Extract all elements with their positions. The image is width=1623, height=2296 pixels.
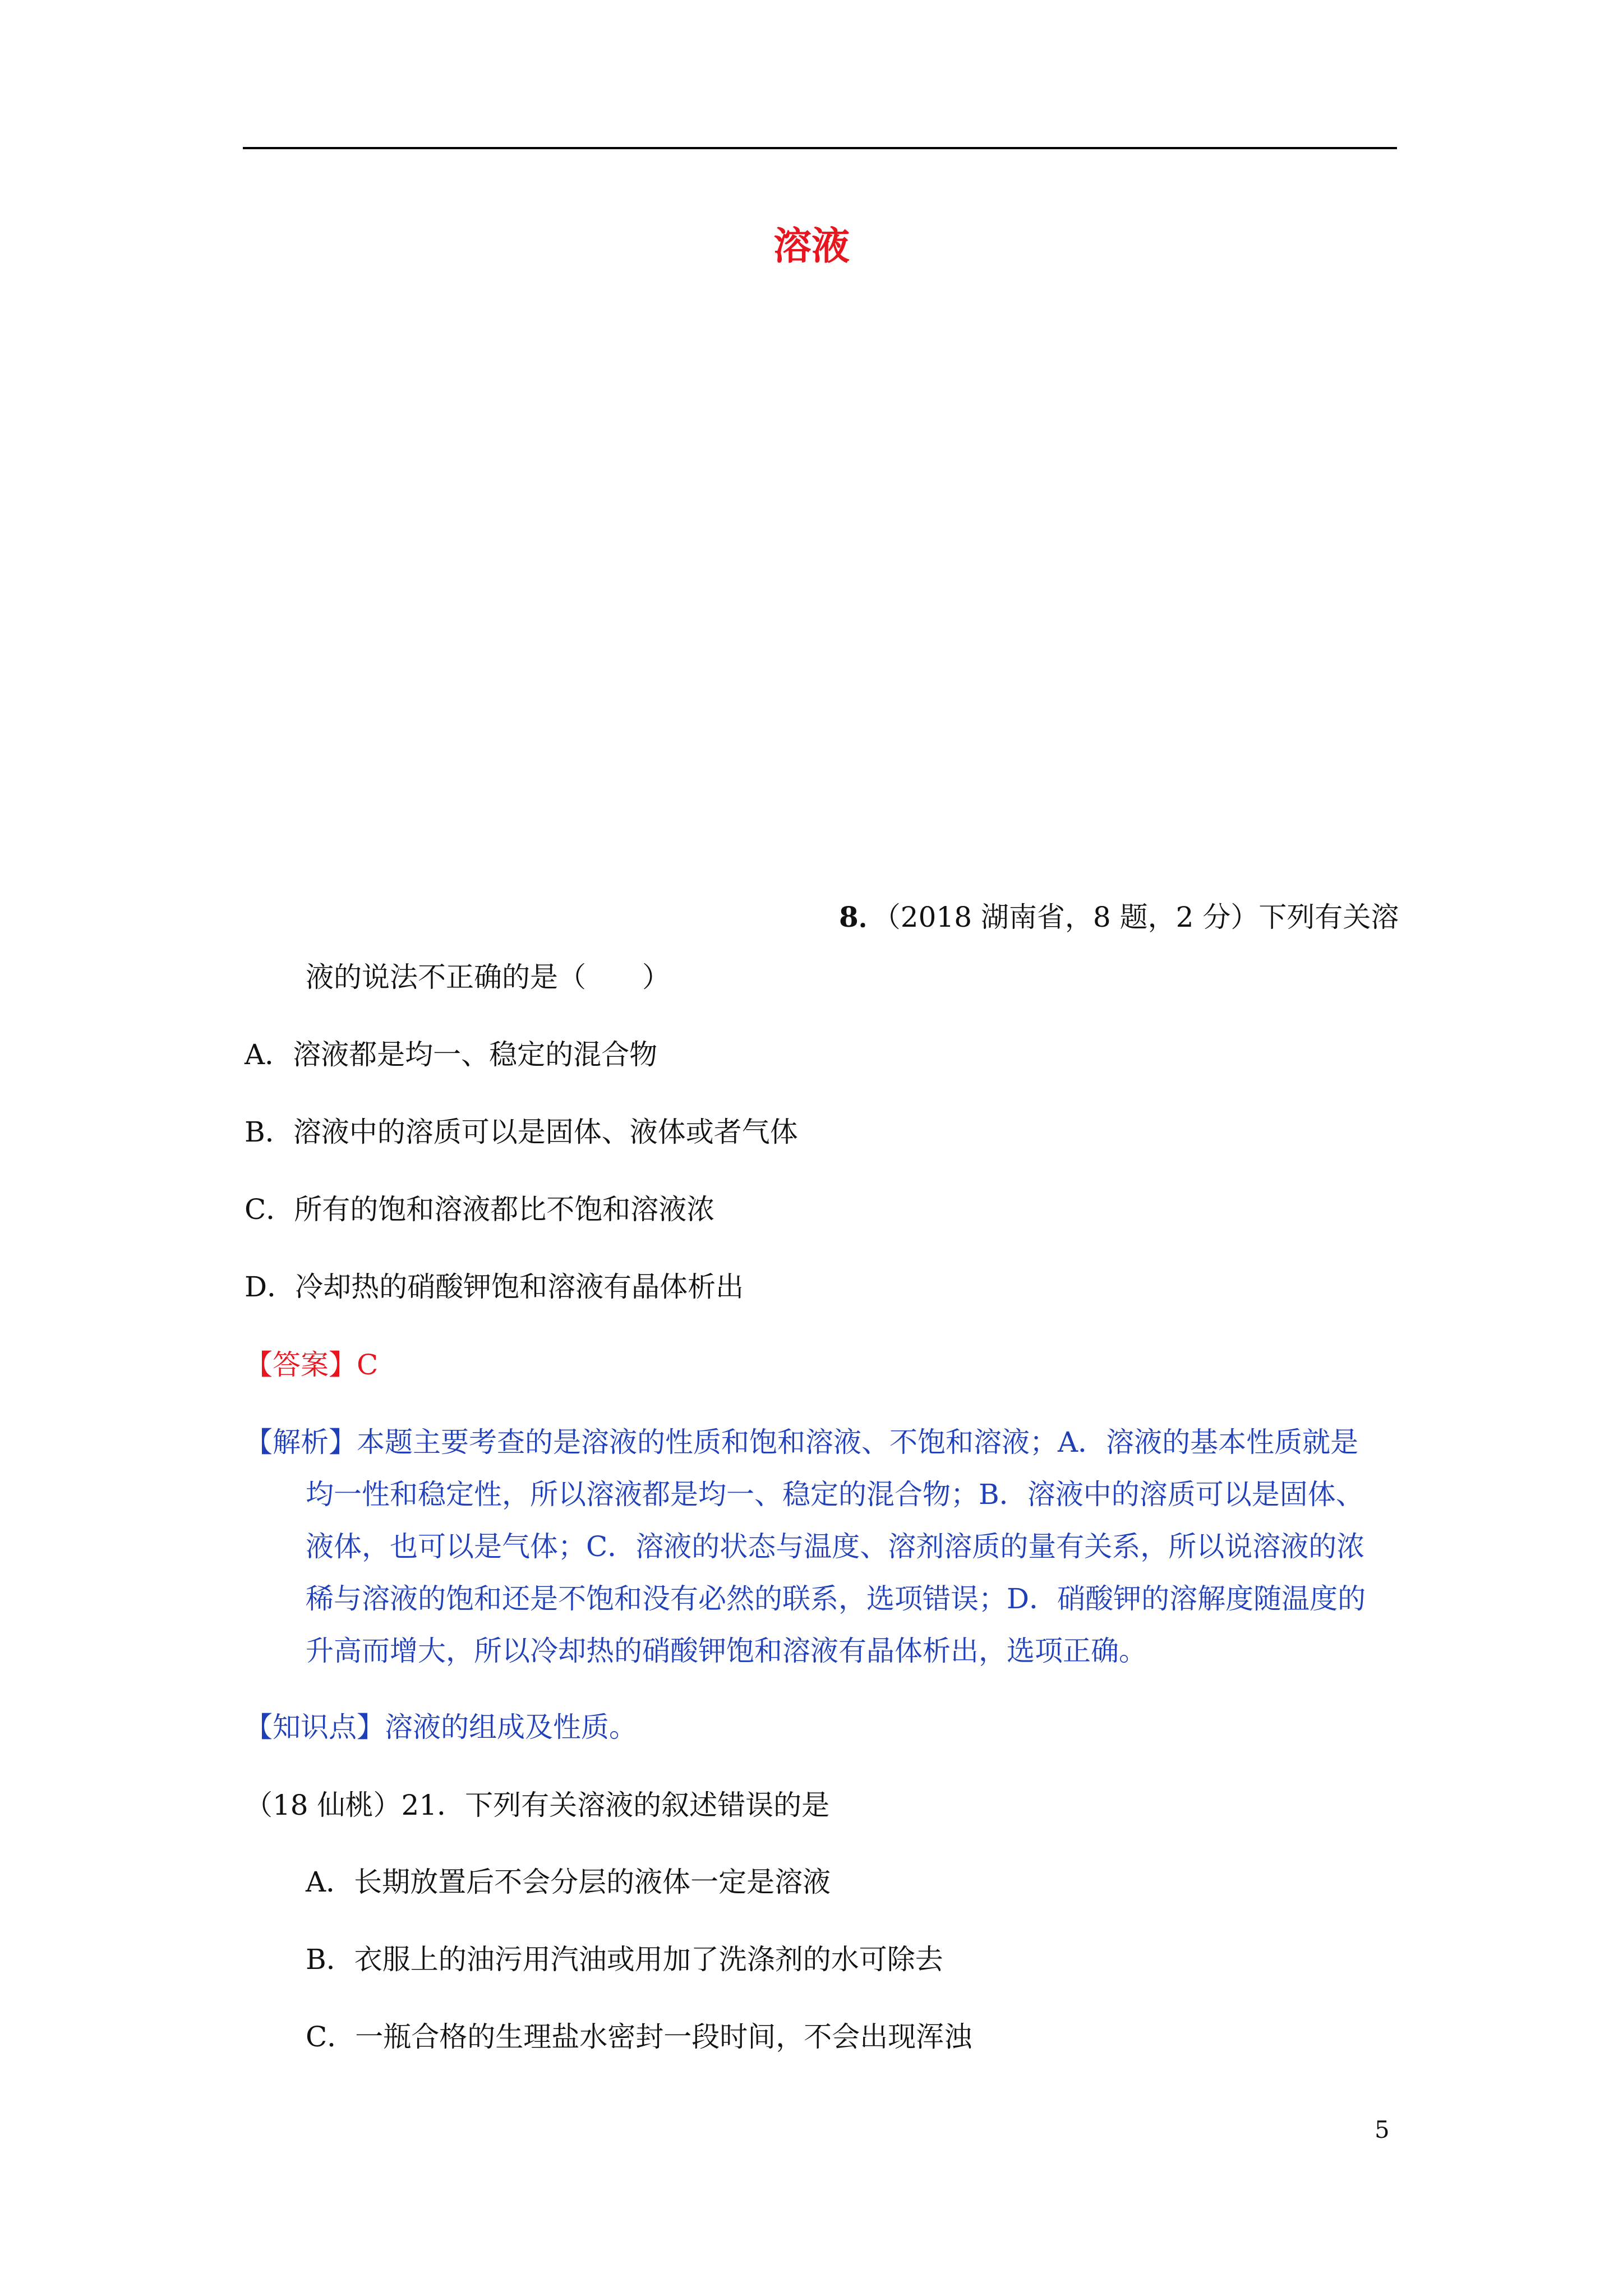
q8-stem: 液的说法不正确的是（ ） <box>306 961 670 993</box>
q21-option-c: C．一瓶合格的生理盐水密封一段时间，不会出现浑浊 <box>306 2021 972 2053</box>
q21-option-a: A．长期放置后不会分层的液体一定是溶液 <box>306 1866 831 1898</box>
knowledge-value: 溶液的组成及性质。 <box>385 1711 637 1743</box>
analysis-line-4: 稀与溶液的饱和还是不饱和没有必然的联系，选项错误；D．硝酸钾的溶解度随温度的 <box>306 1582 1366 1615</box>
q8-header <box>839 900 1399 934</box>
analysis-text-1: 本题主要考查的是溶液的性质和饱和溶液、不饱和溶液；A．溶液的基本性质就是 <box>357 1426 1359 1458</box>
q8-option-b: B．溶液中的溶质可以是固体、液体或者气体 <box>245 1116 798 1148</box>
page-title: 溶液 <box>773 224 850 269</box>
answer-value: C <box>357 1349 379 1381</box>
q8-option-c: C．所有的饱和溶液都比不饱和溶液浓 <box>245 1193 715 1226</box>
q8-option-d: D．冷却热的硝酸钾饱和溶液有晶体析出 <box>245 1271 744 1303</box>
analysis-line-2: 均一性和稳定性，所以溶液都是均一、稳定的混合物；B．溶液中的溶质可以是固体、 <box>306 1478 1364 1511</box>
q8-answer <box>245 1348 378 1382</box>
analysis-label: 【解析】 <box>245 1426 357 1458</box>
answer-label: 【答案】 <box>245 1349 357 1381</box>
analysis-line-3: 液体，也可以是气体；C．溶液的状态与温度、溶剂溶质的量有关系，所以说溶液的浓 <box>306 1530 1365 1563</box>
q21-stem: （18 仙桃）21．下列有关溶液的叙述错误的是 <box>245 1789 830 1821</box>
knowledge-label: 【知识点】 <box>245 1711 385 1743</box>
knowledge-point <box>245 1710 637 1744</box>
q21-option-b: B．衣服上的油污用汽油或用加了洗涤剂的水可除去 <box>306 1943 943 1976</box>
q8-source: （2018 湖南省，8 题，2 分）下列有关溶 <box>886 901 1399 933</box>
q8-number: 8． <box>839 900 887 933</box>
analysis-line-1 <box>245 1425 1358 1459</box>
analysis-line-5: 升高而增大，所以冷却热的硝酸钾饱和溶液有晶体析出，选项正确。 <box>306 1635 1147 1667</box>
q8-option-a: A．溶液都是均一、稳定的混合物 <box>245 1038 658 1071</box>
header-rule <box>243 147 1397 149</box>
page-number: 5 <box>1375 2116 1390 2143</box>
